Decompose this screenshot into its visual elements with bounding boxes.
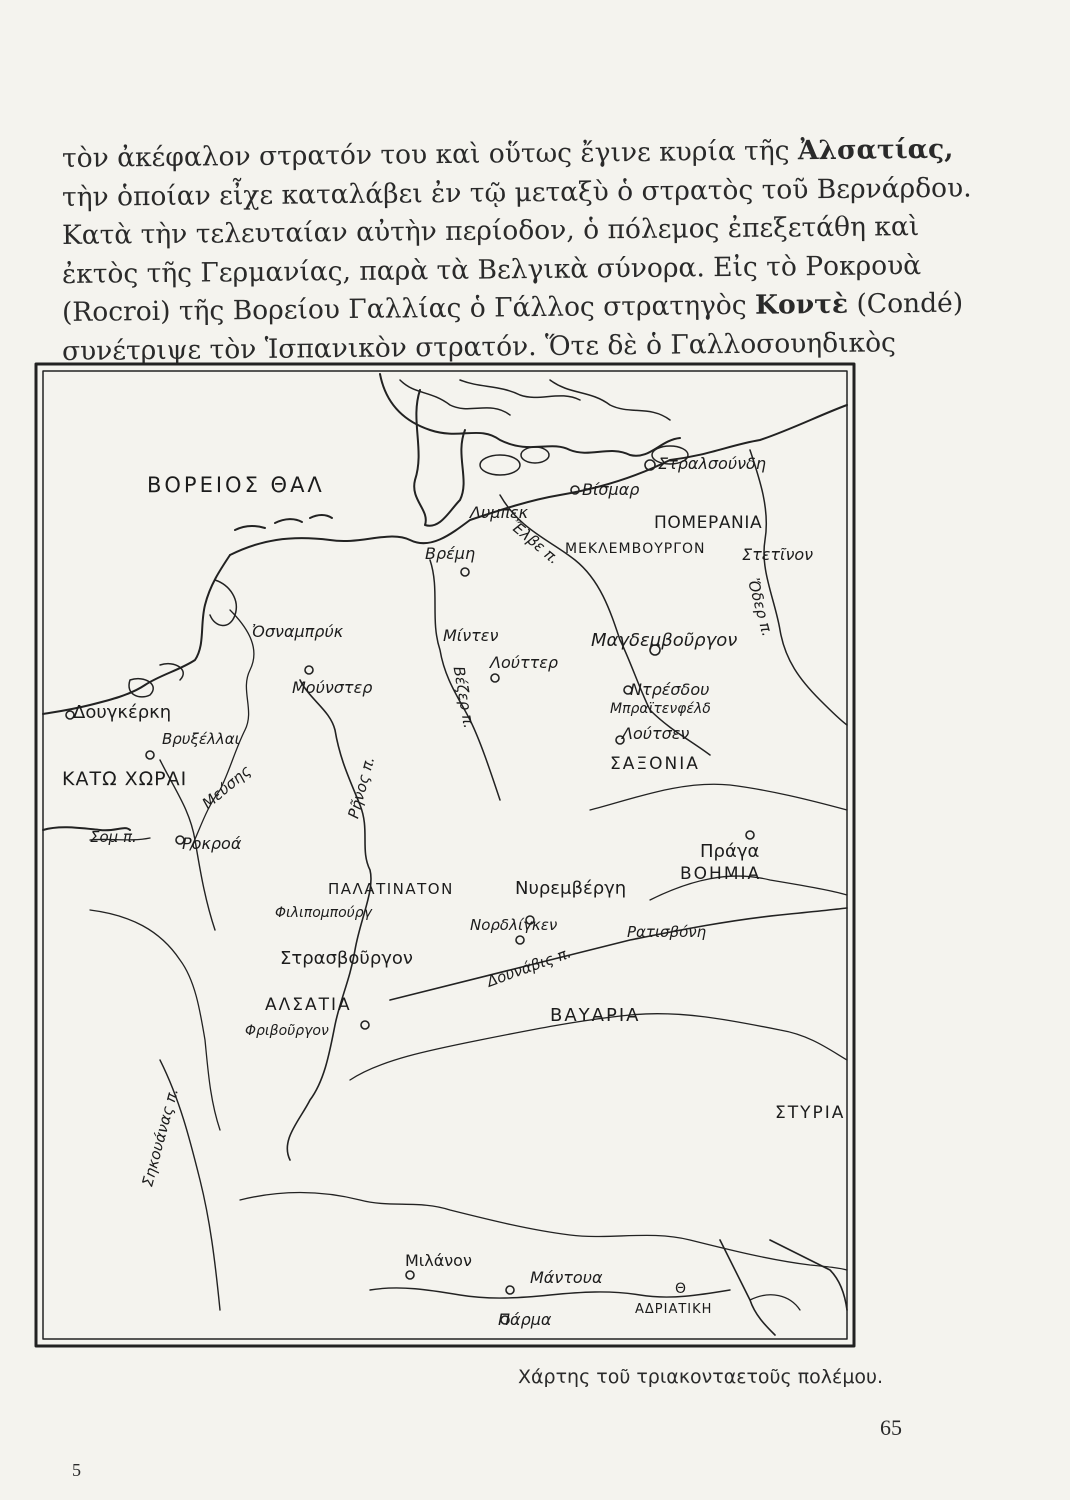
label-somme: Σομ π. [90,828,137,846]
text-line: τὴν ὁποίαν εἶχε καταλάβει ἐν τῷ μεταξὺ ὁ στρατὸς τοῦ Βερνάρδου. [61,171,972,213]
text-line: (Rocroi) τῆς Βορείου Γαλλίας ὁ Γάλλος στρατηγὸς Κοντὲ (Condé) [61,287,964,328]
label-lubeck: Λυμπεκ [470,503,529,522]
label-rocroi: Ροκροά [182,834,242,853]
label-magdeburg: Μαγδεμβοῦργον [591,630,738,651]
label-parma: Πάρμα [498,1310,552,1329]
label-bohemia: ΒΟΗΜΙΑ [680,864,762,884]
label-osnabruck: Ὀσναμπρύκ [252,622,344,641]
text-line: συνέτριψε τὸν Ἱσπανικὸν στρατόν. Ὅτε δὲ ὁ Γαλλοσουηδικὸς [61,326,897,367]
label-brussels: Βρυξέλλαι [162,730,240,748]
label-low-countries: ΚΑΤΩ ΧΩΡΑΙ [62,768,188,790]
label-minden: Μίντεν [443,626,499,645]
text-line: Κατὰ τὴν τελευταίαν αὐτὴν περίοδον, ὁ πόλεμος ἐπεξετάθη καὶ [61,211,920,251]
label-nuremberg: Νυρεμβέργη [515,878,627,899]
text-line: ἐκτὸς τῆς Γερμανίας, παρὰ τὰ Βελγικὰ σύνορα. Εἰς τὸ Ροκρουὰ [61,249,922,290]
label-bremen: Βρέμη [425,544,476,563]
label-saxony: ΣΑΞΟΝΙΑ [610,754,700,774]
label-regensburg: Ρατισβόνη [627,923,707,941]
thirty-years-war-map [30,360,860,1350]
label-philippsburg: Φιλιπομπούργ [275,905,372,921]
label-palatinate: ΠΑΛΑΤΙΝΑΤΟΝ [328,880,454,898]
label-lutzen: Λούτσεν [622,724,690,743]
label-mecklenburg: ΜΕΚΛΕΜΒΟΥΡΓΟΝ [565,541,706,557]
label-danube: Δουνάβις π. [484,943,574,991]
label-freiburg: Φριβοῦργον [245,1023,329,1039]
map-caption: Χάρτης τοῦ τριακονταετοῦς πολέμου. [518,1366,884,1388]
label-dunkirk: Δουγκέρκη [73,702,172,723]
text-line: τὸν ἀκέφαλον στρατόν του καὶ οὕτως ἔγινε κυρία τῆς Ἀλσατίας, [61,133,954,174]
label-weser: Βέζερ π. [449,664,479,730]
label-adriatic: ΑΔΡΙΑΤΙΚΗ [635,1302,713,1317]
label-north-sea: ΒΟΡΕΙΟΣ ΘΑΛ [147,473,325,497]
label-rhine: Ρῆνος π. [344,754,379,821]
label-meuse: Μεύσης [198,761,255,813]
label-nordlingen: Νορδλίγκεν [470,916,558,934]
label-styria: ΣΤΥΡΙΑ [775,1103,846,1123]
label-stettin: Στετῖνον [742,545,814,564]
signature-mark: 5 [72,1460,81,1480]
label-munster: Μούνστερ [292,678,373,697]
label-strasbourg: Στρασβοῦργον [280,948,413,969]
label-breitenfeld: Μπραϊτενφέλδ [610,701,711,717]
label-lutter: Λούττερ [490,653,559,672]
label-alsace: ΑΛΣΑΤΙΑ [265,995,352,1015]
label-milan: Μιλάνον [405,1251,472,1270]
body-paragraph [61,133,972,371]
label-bavaria: ΒΑΥΑΡΙΑ [550,1005,641,1026]
label-adriatic-th: Θ [675,1281,687,1297]
page-number: 65 [880,1415,902,1440]
label-dresden: Ντρέσδου [630,680,710,699]
label-oder: Ὄδερ π. [743,576,777,639]
label-mantua: Μάντουα [530,1268,603,1287]
label-stralsund: Στραλσούνδη [658,454,766,473]
label-prague: Πράγα [700,841,760,862]
label-seine: Σηκουάνας π. [138,1086,182,1189]
label-wismar: Βίσμαρ [582,480,640,499]
label-pomerania: ΠΟΜΕΡΑΝΙΑ [654,513,763,533]
label-elbe: Ἔλβε π. [506,516,563,568]
